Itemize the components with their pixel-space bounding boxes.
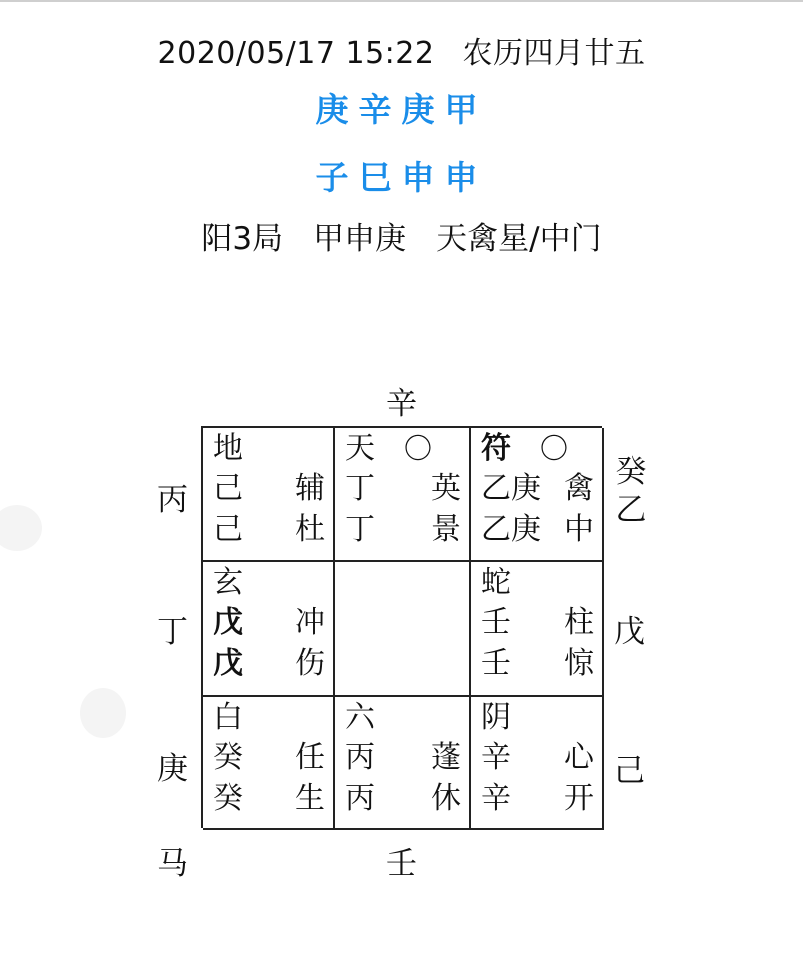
outer-right-top-stem-1: 癸 [615,454,647,490]
palace-w-god: 玄 [213,565,243,600]
outer-bottom-stem: 壬 [386,846,417,882]
palace-e-star: 柱 [564,605,594,640]
palace-s-heaven-stem: 丙 [345,740,375,775]
earthly-branches: 子巳申申 [315,158,488,197]
zhifu-text: 天禽星/中门 [436,221,602,257]
palace-se-god: 阴 [481,700,511,735]
palace-w-earth-stem: 戊 [213,646,243,681]
palace-se[interactable] [471,697,604,830]
datetime-text: 2020/05/17 15:22 [157,36,435,71]
outer-right-mid-stem: 戊 [614,614,645,650]
palace-n-star: 英 [431,471,461,506]
palace-sw[interactable] [203,697,335,830]
palace-w[interactable] [203,562,335,697]
outer-right-top-stems [611,453,651,529]
palace-se-heaven-stem: 辛 [481,740,511,775]
ju-info-line [0,213,803,258]
palace-n-heaven-stem: 丁 [345,471,375,506]
palace-w-heaven-stem: 戊 [213,605,243,640]
palace-nw-heaven-stem: 己 [213,471,243,506]
outer-right-bot-stem: 己 [614,753,645,789]
outer-right-top-stem-2: 乙 [615,492,647,528]
palace-n-god: 天 [345,431,375,466]
palace-ne-earth-stem: 乙庚 [481,512,541,547]
qimen-palace-grid [201,426,602,828]
palace-w-door: 伤 [295,646,325,681]
palace-ne[interactable] [471,428,604,562]
palace-ne-star: 禽 [564,471,594,506]
ju-text: 阳3局 [201,221,284,257]
palace-w-star: 冲 [295,605,325,640]
palace-ne-god: 符 [481,431,511,466]
palace-s-god: 六 [345,700,375,735]
lunar-date-text: 农历四月廿五 [462,36,646,71]
palace-n-empty-circle-icon: 〇 [404,432,433,465]
palace-nw-star: 辅 [295,471,325,506]
palace-s[interactable] [335,697,471,830]
palace-se-door: 开 [564,781,594,816]
palace-ne-empty-circle-icon: 〇 [540,432,569,465]
palace-sw-heaven-stem: 癸 [213,740,243,775]
palace-nw-door: 杜 [295,512,325,547]
palace-sw-earth-stem: 癸 [213,781,243,816]
palace-ne-door: 中 [564,512,594,547]
palace-e[interactable] [471,562,604,697]
palace-center[interactable] [335,562,471,697]
palace-s-earth-stem: 丙 [345,781,375,816]
palace-s-door: 休 [431,781,461,816]
palace-n-door: 景 [431,512,461,547]
palace-s-star: 蓬 [431,740,461,775]
top-divider [0,0,803,2]
palace-e-door: 惊 [564,646,594,681]
palace-sw-god: 白 [213,700,243,735]
palace-se-star: 心 [564,740,594,775]
palace-e-god: 蛇 [481,565,511,600]
heavenly-stems: 庚辛庚甲 [315,90,488,129]
palace-se-earth-stem: 辛 [481,781,511,816]
palace-e-earth-stem: 壬 [481,646,511,681]
outer-left-mid-stem: 丁 [157,614,188,650]
palace-nw[interactable] [203,428,335,562]
scroll-shadow-left-2 [80,688,126,738]
outer-left-top-stem: 丙 [157,482,188,518]
palace-sw-door: 生 [295,781,325,816]
palace-n-earth-stem: 丁 [345,512,375,547]
outer-left-bot-stem: 庚 [157,751,188,787]
palace-sw-star: 任 [295,740,325,775]
palace-e-heaven-stem: 壬 [481,605,511,640]
palace-nw-god: 地 [213,431,243,466]
xun-text: 甲申庚 [313,221,407,257]
datetime-line [0,28,803,72]
palace-nw-earth-stem: 己 [213,512,243,547]
scroll-shadow-left [0,505,42,551]
palace-n[interactable] [335,428,471,562]
horse-star-label: 马 [157,846,188,882]
palace-ne-heaven-stem: 乙庚 [481,471,541,506]
outer-top-stem: 辛 [386,386,417,422]
